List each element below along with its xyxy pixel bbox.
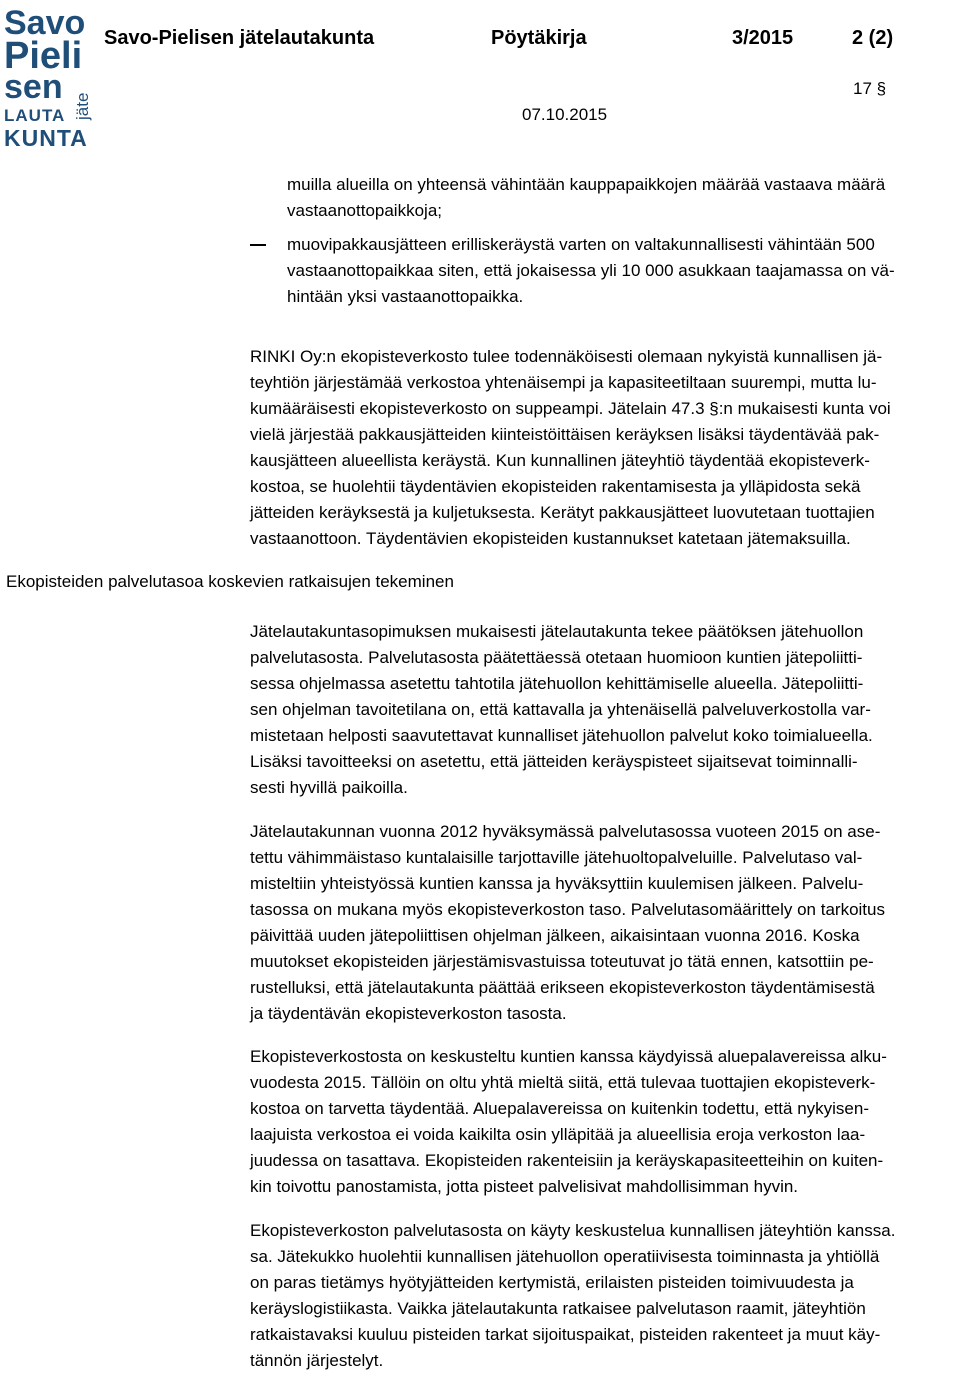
header-doc-type: Pöytäkirja bbox=[491, 27, 587, 49]
header-page: 2 (2) bbox=[852, 27, 894, 49]
body-paragraph bbox=[250, 619, 960, 801]
paragraph-line: tännön järjestelyt. bbox=[250, 1351, 384, 1370]
paragraph-line: kumääräisesti ekopisteverkosto on suppeampi. Jätelain 47.3 §:n mukaisesti kunta voi bbox=[250, 399, 891, 418]
logo-word-5: KUNTA bbox=[4, 125, 88, 150]
paragraph-line: kin toivottu panostamista, jotta pisteet palvelisivat mahdollisimman hyvin. bbox=[250, 1177, 799, 1196]
list-item-line: muovipakkausjätteen erilliskeräystä varten on valtakunnallisesti vähintään 500 bbox=[287, 235, 875, 254]
paragraph-line: on paras tietämys hyötyjätteiden kertymistä, erilaisten pisteiden toimivuudesta ja bbox=[250, 1273, 854, 1292]
logo-word-1: Savo bbox=[4, 4, 86, 42]
paragraph-line: mistetaan helposti saavutettavat kunnalliset jätehuollon palvelut koko toimialueella. bbox=[250, 726, 873, 745]
paragraph-line: sen ohjelman tavoitetilana on, että kattavalla ja yhtenäisellä palveluverkostolla var- bbox=[250, 700, 871, 719]
list-item-line: hintään yksi vastaanottopaikka. bbox=[287, 287, 524, 306]
organization-logo bbox=[4, 4, 92, 150]
logo-word-2: Pieli bbox=[4, 35, 83, 77]
logo-word-vertical: jäte bbox=[73, 92, 92, 120]
paragraph-line: laajuista verkostoa ei voida kaikilta osin ylläpitää ja alueellisia eroja verkoston laa- bbox=[250, 1125, 866, 1144]
logo-word-4: LAUTA bbox=[4, 106, 66, 125]
paragraph-line: Lisäksi tavoitteeksi on asetettu, että jätteiden keräyspisteet sijaitsevat toiminnalli- bbox=[250, 752, 858, 771]
paragraph-line: jätteiden keräyksestä ja kuljetuksesta. Kerätyt pakkausjätteet luovutetaan tuottajien bbox=[250, 503, 875, 522]
paragraph-line: kostoa, se huolehtii täydentävien ekopisteiden rakentamisesta ja ylläpidosta sekä bbox=[250, 477, 861, 496]
paragraph-line: rustelluksi, että jätelautakunta päättää erikseen ekopisteverkoston täydentämisestä bbox=[250, 978, 875, 997]
paragraph-line: Ekopisteverkoston palvelutasosta on käyty keskustelua kunnallisen jäteyhtiön kanssa. bbox=[250, 1221, 896, 1240]
list-item-line: muilla alueilla on yhteensä vähintään kauppapaikkojen määrää vastaava määrä bbox=[287, 175, 886, 194]
dash-bullet bbox=[250, 244, 266, 246]
paragraph-line: RINKI Oy:n ekopisteverkosto tulee todennäköisesti olemaan nykyistä kunnallisen jä- bbox=[250, 347, 883, 366]
paragraph-line: kausjätteen alueellista keräystä. Kun kunnallinen jäteyhtiö täydentää ekopisteverk- bbox=[250, 451, 870, 470]
paragraph-line: teyhtiön järjestämää verkostoa yhtenäisempi ja kapasiteetiltaan suurempi, mutta lu- bbox=[250, 373, 877, 392]
paragraph-line: keräyslogistiikasta. Vaikka jätelautakunta ratkaisee palvelutason raamit, jäteyhtiön bbox=[250, 1299, 866, 1318]
list-item bbox=[287, 172, 959, 224]
list-item-line: vastaanottopaikkoja; bbox=[287, 201, 442, 220]
paragraph-line: Jätelautakunnan vuonna 2012 hyväksymässä palvelutasossa vuoteen 2015 on ase- bbox=[250, 822, 881, 841]
body-paragraph bbox=[250, 819, 960, 1027]
paragraph-line: tasossa on mukana myös ekopisteverkoston taso. Palvelutasomäärittely on tarkoitus bbox=[250, 900, 885, 919]
paragraph-line: päivittää uuden jätepoliittisen ohjelman jälkeen, aikaisintaan vuonna 2016. Koska bbox=[250, 926, 860, 945]
paragraph-line: misteltiin yhteistyössä kuntien kanssa ja hyväksyttiin kuulemisen jälkeen. Palvelu- bbox=[250, 874, 864, 893]
paragraph-line: sessa ohjelmassa asetettu tahtotila jätehuollon kehittämiselle alueella. Jätepoliitti- bbox=[250, 674, 864, 693]
list-item-line: vastaanottopaikkaa siten, että jokaisessa yli 10 000 asukkaan taajamassa on vä- bbox=[287, 261, 895, 280]
paragraph-line: vuodesta 2015. Tällöin on oltu yhtä mieltä siitä, että tulevaa tuottajien ekopisteverk- bbox=[250, 1073, 876, 1092]
paragraph-line: ratkaistavaksi kuuluu pisteiden tarkat sijoituspaikat, pisteiden rakenteet ja muut käy- bbox=[250, 1325, 881, 1344]
paragraph-line: Ekopisteverkostosta on keskusteltu kuntien kanssa käydyissä aluepalavereissa alku- bbox=[250, 1047, 887, 1066]
section-heading: Ekopisteiden palvelutasoa koskevien ratkaisujen tekeminen bbox=[6, 572, 454, 591]
body-paragraph bbox=[250, 1218, 960, 1374]
paragraph-line: sesti hyvillä paikoilla. bbox=[250, 778, 408, 797]
body-paragraph bbox=[250, 344, 960, 552]
header-section: 17 § bbox=[853, 79, 887, 98]
body-paragraph bbox=[250, 1044, 960, 1200]
paragraph-line: vastaanottoon. Täydentävien ekopisteiden kustannukset katetaan jätemaksuilla. bbox=[250, 529, 851, 548]
paragraph-line: ja täydentävän ekopisteverkoston tasosta. bbox=[250, 1004, 567, 1023]
header-number: 3/2015 bbox=[732, 27, 794, 49]
paragraph-line: muutokset ekopisteiden järjestämisvastuissa toteutuvat jo tätä ennen, katsottiin pe- bbox=[250, 952, 874, 971]
logo-word-3: sen bbox=[4, 68, 63, 106]
header-organization: Savo-Pielisen jätelautakunta bbox=[104, 27, 375, 49]
paragraph-line: juudessa on tasattava. Ekopisteiden rakenteisiin ja keräyskapasiteetteihin on kuiten- bbox=[250, 1151, 884, 1170]
header-date: 07.10.2015 bbox=[522, 105, 608, 124]
paragraph-line: tettu vähimmäistaso kuntalaisille tarjottaville jätehuoltopalveluille. Palvelutaso val- bbox=[250, 848, 863, 867]
paragraph-line: Jätelautakuntasopimuksen mukaisesti jätelautakunta tekee päätöksen jätehuollon bbox=[250, 622, 864, 641]
list-item bbox=[287, 232, 959, 310]
paragraph-line: kostoa on tarvetta täydentää. Aluepalavereissa on kuitenkin todettu, että nykyisen- bbox=[250, 1099, 869, 1118]
paragraph-line: sa. Jätekukko huolehtii kunnallisen jätehuollon operatiivisesta toiminnasta ja yhtiöllä bbox=[250, 1247, 880, 1266]
paragraph-line: vielä järjestää pakkausjätteiden kiinteistöittäisen keräyksen lisäksi täydentävää pak- bbox=[250, 425, 880, 444]
paragraph-line: palvelutasosta. Palvelutasosta päätettäessä otetaan huomioon kuntien jätepoliitti- bbox=[250, 648, 863, 667]
